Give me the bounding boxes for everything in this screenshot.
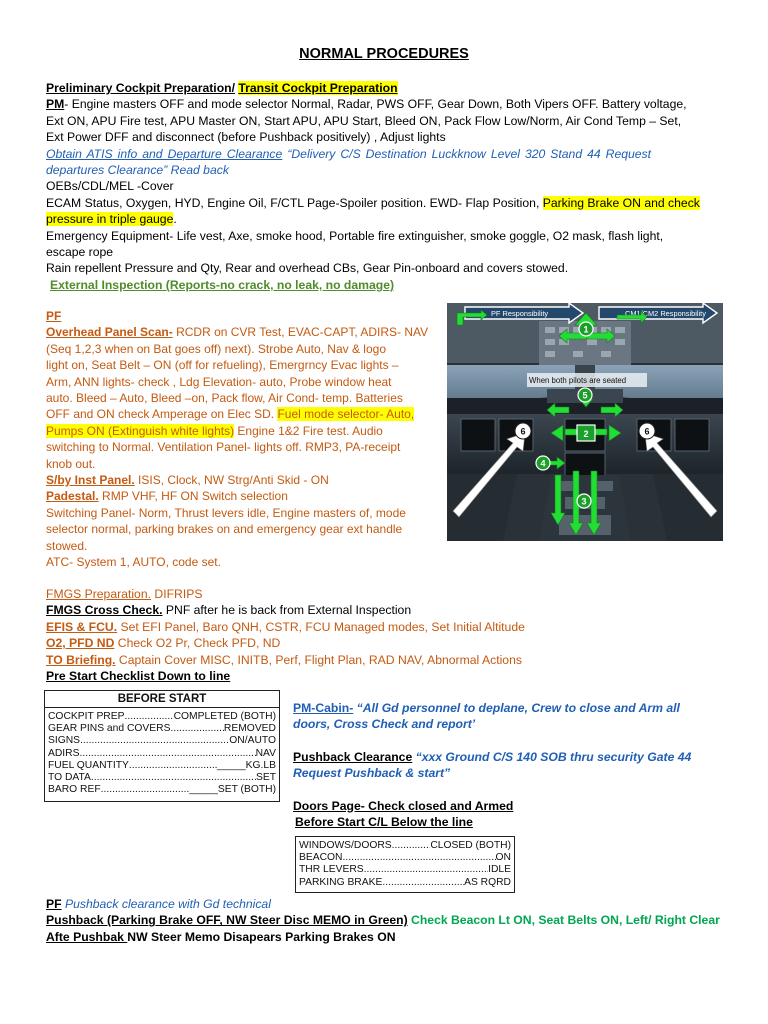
pm-cabin-line-2: doors, Cross Check and report’ bbox=[293, 717, 476, 732]
checklist-row: THR LEVERS ..... IDLE bbox=[296, 864, 514, 876]
switching-line-3: stowed. bbox=[46, 538, 88, 553]
to-briefing-line: TO Briefing. Captain Cover MISC, INITB, Perf, Flight Plan, RAD NAV, Abnormal Actions bbox=[46, 652, 522, 667]
overhead-line-6: OFF and ON check Amperage on Elec SD. Fuel mode selector- Auto, bbox=[46, 407, 415, 422]
page-title: NORMAL PROCEDURES bbox=[299, 46, 469, 62]
pedestal-line: Padestal. RMP VHF, HF ON Switch selection bbox=[46, 489, 288, 504]
pf-responsibility-label: PF Responsibility bbox=[491, 309, 549, 318]
fmgs-section bbox=[46, 586, 722, 684]
ecam-line-2: pressure in triple gauge. bbox=[46, 212, 177, 227]
o2-label: O2, PFD ND bbox=[46, 636, 115, 651]
svg-text:1: 1 bbox=[583, 324, 589, 335]
pm-line-1: PM- Engine masters OFF and mode selector Normal, Radar, PWS OFF, Gear Down, Both Vipers OFF. Battery voltage, bbox=[46, 97, 687, 112]
marker-6-right bbox=[639, 423, 655, 439]
ecam-line-1: ECAM Status, Oxygen, HYD, Engine Oil, F/CTL Page-Spoiler position. EWD- Flap Position, Parking Brake ON and check bbox=[46, 195, 700, 210]
svg-text:4: 4 bbox=[540, 458, 546, 469]
checklist-row: WINDOWS/DOORS ..... CLOSED (BOTH) bbox=[296, 840, 514, 852]
checklist-row: ADIRS ..... NAV bbox=[45, 748, 279, 760]
rain-line: Rain repellent Pressure and Qty, Rear and overhead CBs, Gear Pin-onboard and covers stowed. bbox=[46, 261, 569, 276]
overhead-line-4: Arm, ANN lights- check , Ldg Elevation- auto, Probe window heat bbox=[46, 374, 392, 389]
prelim-section bbox=[46, 80, 722, 293]
footer-section bbox=[46, 896, 722, 945]
svg-text:3: 3 bbox=[581, 496, 587, 507]
checklist-row: TO DATA ..... SET bbox=[45, 772, 279, 784]
marker-1 bbox=[579, 322, 593, 336]
pm-line-3: Ext Power DFF and disconnect (before Pushback positively) , Adjust lights bbox=[46, 130, 446, 145]
marker-4 bbox=[536, 456, 550, 470]
switching-line-1: Switching Panel- Norm, Thrust levers idle, Engine masters of, mode bbox=[46, 505, 406, 520]
svg-text:2: 2 bbox=[583, 429, 589, 439]
pushback-clearance-line-2: Request Pushback & start” bbox=[293, 766, 451, 781]
pf-footer-label: PF bbox=[46, 897, 62, 911]
below-line-heading: Before Start C/L Below the line bbox=[295, 815, 473, 830]
checklist-row: SIGNS ..... ON/AUTO bbox=[45, 735, 279, 747]
below-line-checklist bbox=[295, 836, 515, 893]
fmgs-cross-label: FMGS Cross Check. bbox=[46, 603, 163, 618]
to-briefing-label: TO Briefing. bbox=[46, 652, 116, 667]
overhead-line-5: auto. Bleed – Auto, Bleed –on, Pack flow, Air Cond- temp. Batteries bbox=[46, 391, 403, 406]
pushback-line: Pushback (Parking Brake OFF, NW Steer Disc MEMO in Green) Check Beacon Lt ON, Seat Belts ON, Left/ Right Clear bbox=[46, 913, 720, 928]
pf-heading: PF bbox=[46, 309, 62, 323]
pm-cabin-label: PM-Cabin- bbox=[293, 701, 354, 715]
after-pushback-label: Afte Pushbak bbox=[46, 929, 128, 944]
transit-heading: Transit Cockpit Preparation bbox=[238, 81, 398, 95]
prelim-heading: Preliminary Cockpit Preparation/ Transit Cockpit Preparation bbox=[46, 81, 398, 95]
pushback-clearance-line-1: Pushback Clearance “xxx Ground C/S 140 SOB thru security Gate 44 bbox=[293, 749, 692, 764]
pm-cabin-section bbox=[293, 700, 723, 830]
fmgs-prep-line: FMGS Preparation. DIFRIPS bbox=[46, 587, 203, 601]
atc-line: ATC- System 1, AUTO, code set. bbox=[46, 555, 221, 570]
overhead-line-3: light on, Seat Belt – ON (off for refueling), Emergrncy Evac lights – bbox=[46, 358, 399, 373]
pm-cabin-line-1: PM-Cabin- “All Gd personnel to deplane, Crew to close and Arm all bbox=[293, 701, 680, 715]
before-start-header: BEFORE START bbox=[45, 691, 279, 708]
marker-3 bbox=[577, 494, 591, 508]
after-pushback-line: Afte Pushbak NW Steer Memo Disapears Parking Brakes ON bbox=[46, 929, 396, 944]
pf-section bbox=[46, 308, 438, 571]
cm-responsibility-label: CM1/CM2 Responsibility bbox=[625, 309, 706, 318]
marker-2 bbox=[577, 425, 595, 441]
cockpit-image bbox=[447, 303, 723, 541]
overhead-line-2: (Seq 1,2,3 when on Bat goes off) next). Strobe Auto, Nav & logo bbox=[46, 341, 386, 356]
svg-text:5: 5 bbox=[582, 390, 588, 401]
overhead-line-8: switching to Normal. Ventilation Panel- lights off. RMP3, PA-receipt bbox=[46, 440, 401, 455]
overhead-line-9: knob out. bbox=[46, 456, 96, 471]
atis-line-1: Obtain ATIS info and Departure Clearance “Delivery C/S Destination Luckknow Level 320 Stand 44 Request bbox=[46, 146, 652, 161]
pf-pushback-line: PF Pushback clearance with Gd technical bbox=[46, 897, 271, 911]
efis-line: EFIS & FCU. Set EFI Panel, Baro QNH, CSTR, FCU Managed modes, Set Initial Altitude bbox=[46, 619, 525, 634]
overhead-line-1: Overhead Panel Scan- RCDR on CVR Test, EVAC-CAPT, ADIRS- NAV bbox=[46, 325, 429, 340]
fmgs-cross-line: FMGS Cross Check. PNF after he is back from External Inspection bbox=[46, 603, 412, 618]
checklist-row: BEACON ..... ON bbox=[296, 852, 514, 864]
sby-line: S/by Inst Panel. ISIS, Clock, NW Strg/Anti Skid - ON bbox=[46, 473, 329, 488]
fmgs-prep-label: FMGS Preparation. bbox=[46, 587, 151, 601]
checklist-row: GEAR PINS and COVERS ..... REMOVED bbox=[45, 723, 279, 735]
switching-line-2: selector normal, parking brakes on and emergency gear ext handle bbox=[46, 522, 403, 537]
before-start-checklist bbox=[44, 690, 280, 802]
svg-text:6: 6 bbox=[520, 426, 526, 437]
oebs-line: OEBs/CDL/MEL -Cover bbox=[46, 179, 174, 194]
prestart-heading: Pre Start Checklist Down to line bbox=[46, 669, 231, 684]
emergency-line-1: Emergency Equipment- Life vest, Axe, smoke hood, Portable fire extinguisher, smoke goggle, O2 mask, flash light, bbox=[46, 228, 664, 243]
overhead-line-7: Pumps ON (Extinguish white lights) Engine 1&2 Fire test. Audio bbox=[46, 423, 383, 438]
overhead-label: Overhead Panel Scan- bbox=[46, 325, 173, 340]
checklist-row: PARKING BRAKE ..... AS RQRD bbox=[296, 877, 514, 889]
atis-line-2: departures Clearance” Read back bbox=[46, 163, 229, 178]
pm-line-2: Ext ON, APU Fire test, APU Master ON, Start APU, APU Start, Bleed ON, Pack Flow Low/Norm, Air Cond Temp – Set, bbox=[46, 113, 682, 128]
before-start-rows bbox=[45, 708, 279, 801]
checklist-row: COCKPIT PREP ..... COMPLETED (BOTH) bbox=[45, 711, 279, 723]
svg-text:6: 6 bbox=[644, 426, 650, 437]
external-inspection: External Inspection (Reports-no crack, no leak, no damage) bbox=[50, 277, 395, 292]
emergency-line-2: escape rope bbox=[46, 245, 114, 260]
marker-5 bbox=[578, 388, 592, 402]
cockpit-caption: When both pilots are seated bbox=[529, 376, 627, 385]
pushback-clearance-label: Pushback Clearance bbox=[293, 749, 413, 764]
efis-label: EFIS & FCU. bbox=[46, 619, 118, 634]
sby-label: S/by Inst Panel. bbox=[46, 473, 135, 488]
pm-label: PM bbox=[46, 97, 65, 112]
cockpit-photo bbox=[447, 303, 723, 541]
o2-line: O2, PFD ND Check O2 Pr, Check PFD, ND bbox=[46, 636, 281, 651]
checklist-row: BARO REF ..... _____SET (BOTH) bbox=[45, 784, 279, 796]
pushback-label: Pushback (Parking Brake OFF, NW Steer Disc MEMO in Green) bbox=[46, 913, 408, 928]
pedestal-label: Padestal. bbox=[46, 489, 99, 504]
checklist-row: FUEL QUANTITY ..... _____KG.LB bbox=[45, 760, 279, 772]
doors-page-line: Doors Page- Check closed and Armed bbox=[293, 798, 514, 813]
marker-6-left bbox=[515, 423, 531, 439]
